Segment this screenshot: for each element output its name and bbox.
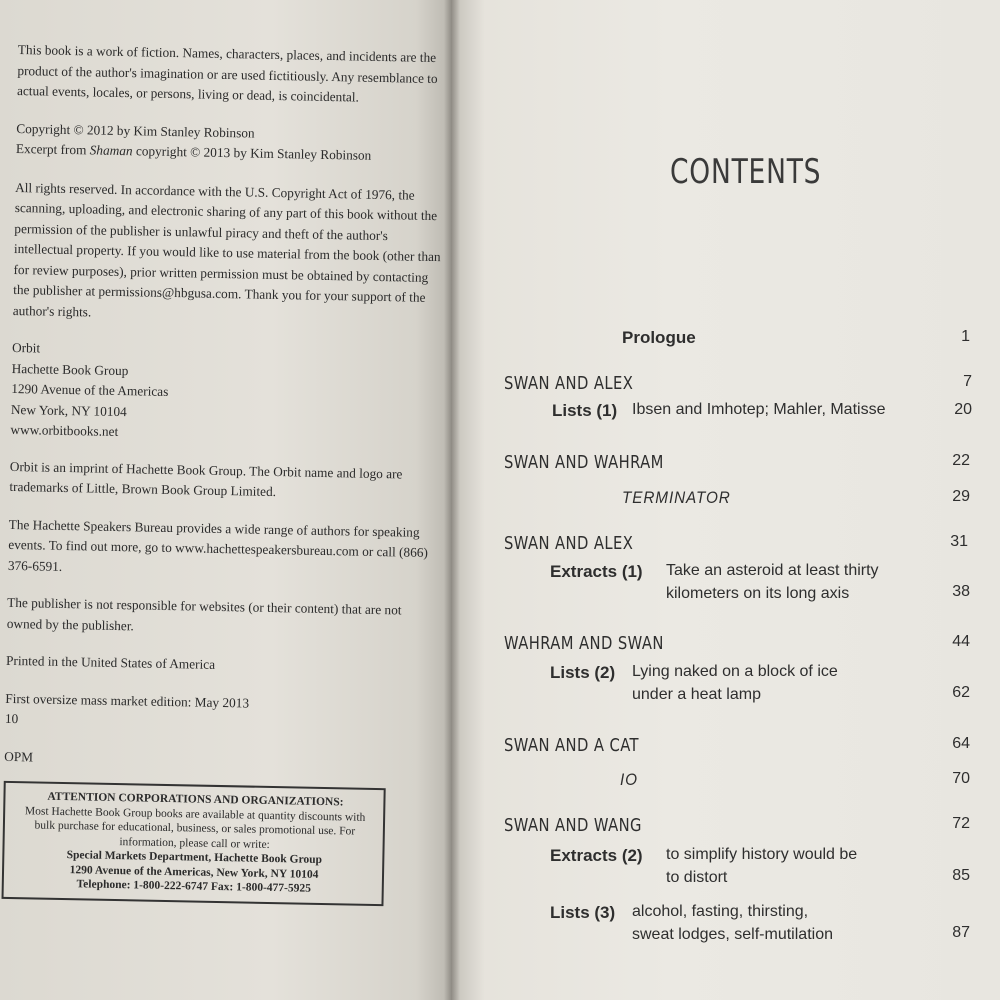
toc-entry-page: 22 xyxy=(952,452,970,469)
copyright-line-1: Copyright © 2012 by Kim Stanley Robinson xyxy=(16,120,255,141)
excerpt-title: Shaman xyxy=(89,142,133,159)
toc-entry-title: WAHRAM AND SWAN xyxy=(504,633,664,654)
publisher-code: OPM xyxy=(4,748,34,764)
rights-reserved-notice: All rights reserved. In accordance with the U.S. Copyright Act of 1976, the scanning, uploading, and electronic sharing of any part of this book without the permission of the publisher is unlawful piracy and theft of the author's intellectual property. If you would like to use material from the book (other than for review purposes), prior written permission must be obtained by contacting the publisher at permissions@hbgusa.com. Thank you for your support of the author's rights. xyxy=(12,179,441,319)
toc-entry-label: Lists (3) xyxy=(550,903,616,922)
toc-entry-title: SWAN AND ALEX xyxy=(504,373,634,394)
toc-entry-page: 87 xyxy=(952,924,970,941)
toc-entry-page: 7 xyxy=(963,373,972,390)
attention-department: Special Markets Department, Hachette Book Group xyxy=(66,849,323,866)
toc-entry-description: Take an asteroid at least thirty xyxy=(666,562,879,579)
toc-entry-title: SWAN AND ALEX xyxy=(504,533,634,554)
edition-info xyxy=(5,688,436,737)
toc-entry-description: to simplify history would be xyxy=(666,846,858,863)
toc-entry-description: Lying naked on a block of ice xyxy=(632,663,838,680)
website-responsibility-note: The publisher is not responsible for websites (or their content) that are not owned by the publisher. xyxy=(6,594,402,633)
publisher-city: New York, NY 10104 xyxy=(10,401,127,419)
toc-entry-title: SWAN AND WANG xyxy=(504,815,642,836)
contents-heading: CONTENTS xyxy=(670,152,822,192)
toc-entry-page: 31 xyxy=(950,533,968,550)
toc-entry-label: Lists (1) xyxy=(552,401,618,420)
toc-entry-description: alcohol, fasting, thirsting, xyxy=(632,903,809,920)
copyright-line-2-suffix: copyright © 2013 by Kim Stanley Robinson xyxy=(132,143,372,163)
attention-phone: Telephone: 1-800-222-6747 Fax: 1-800-477-5925 xyxy=(76,878,312,895)
publisher-website: www.orbitbooks.net xyxy=(10,421,119,439)
toc-entry-description-2: to distort xyxy=(666,869,728,886)
toc-entry-title: Prologue xyxy=(622,328,696,347)
toc-entry-page: 44 xyxy=(952,633,970,650)
print-number: 10 xyxy=(4,710,19,727)
toc-entry-page: 64 xyxy=(952,735,970,752)
speakers-bureau-note: The Hachette Speakers Bureau provides a wide range of authors for speaking events. To find out more, go to www.hachettespeakersbureau.com or call (866) 376-6591. xyxy=(7,516,429,574)
toc-entry-page: 70 xyxy=(952,770,970,787)
copyright-lines xyxy=(16,118,447,167)
toc-entry-description-2: sweat lodges, self-mutilation xyxy=(632,926,833,943)
imprint-note: Orbit is an imprint of Hachette Book Group. The Orbit name and logo are trademarks of Little, Brown Book Group Limited. xyxy=(9,458,403,500)
toc-entry-label: Lists (2) xyxy=(550,663,616,682)
publisher-address xyxy=(10,338,442,449)
attention-body: Most Hachette Book Group books are available at quantity discounts with bulk purchase for educational, business, or sales promotional use. For information, please call or write: xyxy=(24,804,366,851)
toc-entry-label: Extracts (2) xyxy=(550,846,643,865)
toc-entry-page: 62 xyxy=(952,684,970,701)
publisher-group: Hachette Book Group xyxy=(11,360,129,378)
copyright-line-2-prefix: Excerpt from xyxy=(15,140,90,158)
attention-title: ATTENTION CORPORATIONS AND ORGANIZATIONS: xyxy=(47,790,344,809)
table-of-contents xyxy=(452,0,1000,1000)
toc-entry-description: Ibsen and Imhotep; Mahler, Matisse xyxy=(632,401,886,418)
publisher-name: Orbit xyxy=(11,339,41,356)
attention-address: 1290 Avenue of the Americas, New York, NY 10104 xyxy=(69,863,319,881)
toc-entry-title: TERMINATOR xyxy=(622,488,731,507)
toc-entry-page: 38 xyxy=(952,583,970,600)
printed-in: Printed in the United States of America xyxy=(5,652,216,672)
toc-entry-page: 1 xyxy=(961,328,970,345)
toc-entry-page: 85 xyxy=(952,867,970,884)
edition-line: First oversize mass market edition: May 2013 xyxy=(5,690,250,711)
toc-entry-description-2: under a heat lamp xyxy=(632,686,761,703)
toc-entry-description-2: kilometers on its long axis xyxy=(666,585,850,602)
toc-entry-page: 20 xyxy=(954,401,972,418)
fiction-disclaimer: This book is a work of fiction. Names, characters, places, and incidents are the product of the author's imagination or are used fictitiously. Any resemblance to actual events, locales, or persons, living or dead, is coincidental. xyxy=(16,41,438,105)
toc-entry-page: 29 xyxy=(952,488,970,505)
toc-entry-label: Extracts (1) xyxy=(550,562,643,581)
special-sales-box xyxy=(2,781,386,906)
toc-entry-title: IO xyxy=(620,770,638,789)
publisher-street: 1290 Avenue of the Americas xyxy=(11,380,169,399)
copyright-text-block xyxy=(2,40,448,907)
toc-entry-page: 72 xyxy=(952,815,970,832)
toc-entry-title: SWAN AND WAHRAM xyxy=(504,452,664,473)
toc-entry-title: SWAN AND A CAT xyxy=(504,735,639,756)
